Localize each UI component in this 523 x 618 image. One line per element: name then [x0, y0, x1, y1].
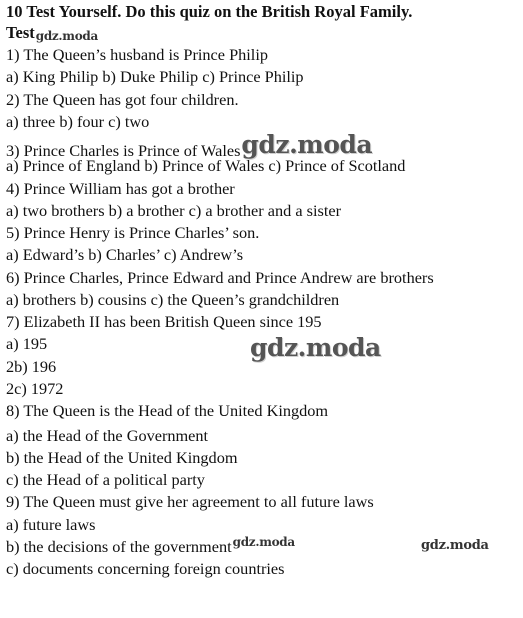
- question-1: 1) The Queen’s husband is Prince Philip: [6, 45, 268, 64]
- watermark-small: gdz.moda: [35, 29, 98, 43]
- question-8: 8) The Queen is the Head of the United Kingdom: [6, 401, 329, 420]
- answers-3: a) Prince of England b) Prince of Wales c) Prince of Scotland: [6, 156, 406, 175]
- answer-9a: a) future laws: [6, 515, 96, 534]
- answer-8b: b) the Head of the United Kingdom: [6, 448, 238, 467]
- test-label-line: [6, 23, 98, 43]
- answer-9b-text: b) the decisions of the government: [6, 537, 232, 556]
- answers-5: a) Edward’s b) Charles’ c) Andrew’s: [6, 245, 244, 264]
- answer-7b: 2b) 196: [6, 357, 57, 376]
- watermark-large: gdz.moda: [250, 333, 381, 362]
- watermark-small: gdz.moda: [232, 535, 295, 549]
- watermark-small: gdz.moda: [421, 538, 489, 553]
- question-2: 2) The Queen has got four children.: [6, 90, 239, 109]
- question-5: 5) Prince Henry is Prince Charles’ son.: [6, 223, 260, 242]
- test-label: Test: [6, 23, 35, 42]
- answers-2: a) three b) four c) two: [6, 112, 150, 131]
- question-4: 4) Prince William has got a brother: [6, 179, 235, 198]
- answer-8c: c) the Head of a political party: [6, 470, 205, 489]
- question-6: 6) Prince Charles, Prince Edward and Prince Andrew are brothers: [6, 268, 434, 287]
- question-9: 9) The Queen must give her agreement to all future laws: [6, 492, 374, 511]
- answers-6: a) brothers b) cousins c) the Queen’s grandchildren: [6, 290, 340, 309]
- quiz-heading: 10 Test Yourself. Do this quiz on the British Royal Family.: [6, 2, 413, 21]
- answers-4: a) two brothers b) a brother c) a brother and a sister: [6, 201, 341, 220]
- answer-9b: [6, 537, 295, 557]
- question-3-text: 3) Prince Charles is Prince of Wales: [6, 141, 241, 160]
- answer-9c: c) documents concerning foreign countries: [6, 559, 285, 578]
- question-7: 7) Elizabeth II has been British Queen since 195: [6, 312, 322, 331]
- answers-1: a) King Philip b) Duke Philip c) Prince Philip: [6, 67, 304, 86]
- answer-8a: a) the Head of the Government: [6, 426, 209, 445]
- answer-7a: a) 195: [6, 334, 48, 353]
- watermark-large: gdz.moda: [241, 130, 373, 159]
- answer-7c: 2c) 1972: [6, 379, 64, 398]
